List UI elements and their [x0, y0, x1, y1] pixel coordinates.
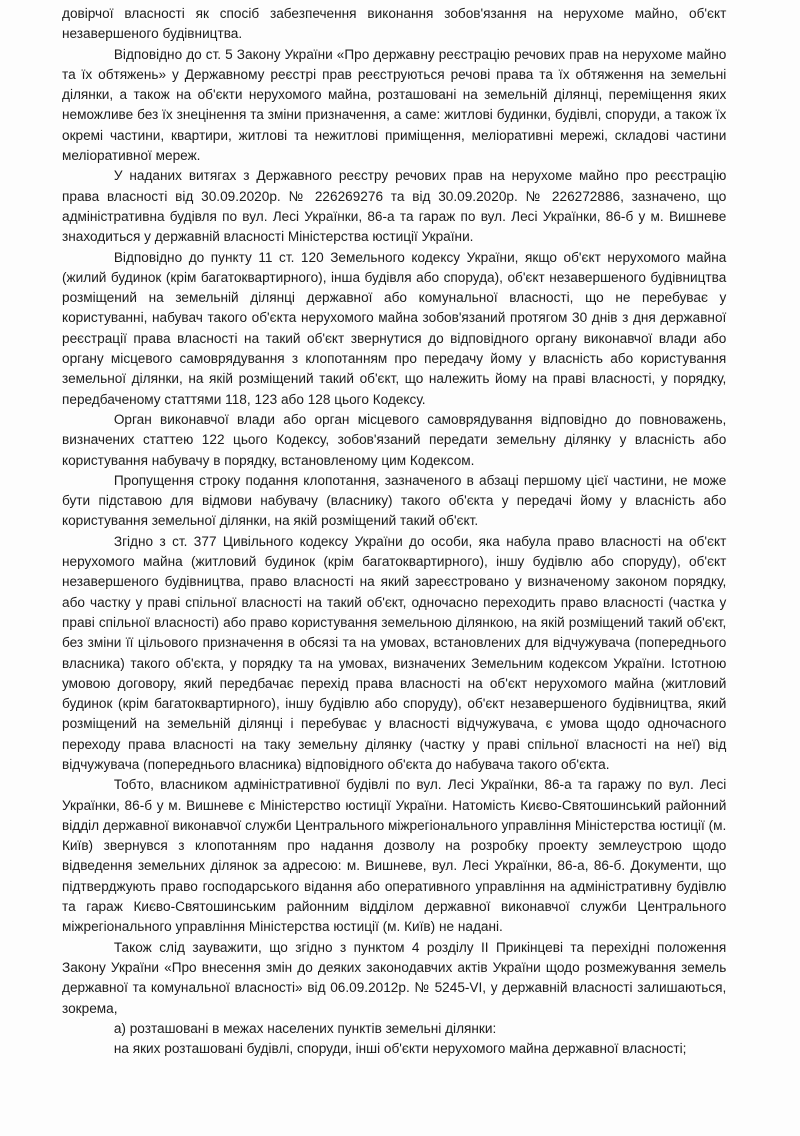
paragraph-land-code-art-120: Відповідно до пункту 11 ст. 120 Земельного кодексу України, якщо об'єкт нерухомого майна (жилий будинок (крім багатоквартирного), інша будівля або споруда), об'єкт незавершеного будівництва розміщений на земельній ділянці державної або комунальної власності, що не перебуває у користуванні, набувач такого об'єкта нерухомого майна зобов'язаний протягом 30 днів з дня державної реєстрації права власності на такий об'єкт звернутися до відповідного органу виконавчої влади або органу місцевого самоврядування з клопотанням про передачу йому у власність або користування земельної ділянки, на якій розміщений такий об'єкт, що належить йому на праві власності, у порядку, передбаченому статтями 118, 123 або 128 цього Кодексу. [62, 249, 727, 408]
document-page [62, 4, 726, 1059]
paragraph-missed-deadline: Пропущення строку подання клопотання, зазначеного в абзаці першому цієї частини, не може бути підставою для відмови набувачу (власнику) такого об'єкта у передачі йому у власність або користування земельної ділянки, на якій розміщений такий об'єкт. [62, 472, 727, 530]
paragraph-registry-extracts: У наданих витягах з Державного реєстру речових прав на нерухоме майно про реєстрацію права власності від 30.09.2020р. № 226269276 та від 30.09.2020р. № 226272886, зазначено, що адміністративна будівля по вул. Лесі Українки, 86-а та гараж по вул. Лесі Українки, 86-б у м. Вишневе знаходиться у державній власності Міністерства юстиції України. [62, 168, 727, 246]
paragraph-law-5245: Також слід зауважити, що згідно з пунктом 4 розділу ІІ Прикінцеві та перехідні положення Закону України «Про внесення змін до деяких законодавчих актів України щодо розмежування земель державної та комунальної власності» від 06.09.2012р. № 5245-VI, у державній власності залишаються, зокрема, [62, 939, 727, 1017]
paragraph-civil-code-art-377: Згідно з ст. 377 Цивільного кодексу України до особи, яка набула право власності на об'єкт нерухомого майна (житловий будинок (крім багатоквартирного), іншу будівлю або споруду), об'єкт незавершеного будівництва, право власності на який зареєстровано у визначеному законом порядку, або частку у праві спільної власності на такий об'єкт, одночасно переходить право власності (частка у праві спільної власності) або право користування земельною ділянкою, на якій розміщений такий об'єкт, без зміни її цільового призначення в обсязі та на умовах, встановлених для відчужувача (попереднього власника) такого об'єкта, у порядку та на умовах, визначених Земельним кодексом України. Істотною умовою договору, який передбачає перехід права власності на об'єкт нерухомого майна (житловий будинок (крім багатоквартирного), іншу будівлю або споруду), об'єкт незавершеного будівництва, який розміщений на земельній ділянці і перебуває у власності відчужувача, є умова щодо одночасного переходу права власності на таку земельну ділянку (частку у праві спільної власності на неї) від відчужувача (попереднього власника) відповідного об'єкта до набувача такого об'єкта. [62, 533, 727, 773]
list-item-a: а) розташовані в межах населених пунктів земельні ділянки: [113, 1020, 497, 1037]
paragraph-owner-conclusion: Тобто, власником адміністративної будівлі по вул. Лесі Українки, 86-а та гаражу по вул. Лесі Українки, 86-б у м. Вишневе є Міністерство юстиції України. Натомість Києво-Святошинський районний відділ державної виконавчої служби Центрального міжрегіонального управління Міністерства юстиції (м. Київ) звернувся з клопотанням про надання дозволу на розробку проекту землеустрою щодо відведення земельних ділянок за адресою: м. Вишневе, вул. Лесі Українки, 86-а, 86-б. Документи, що підтверджують право господарського відання або оперативного управління на адміністративну будівлю та гараж Києво-Святошинським районним відділом державної виконавчої служби Центрального міжрегіонального управління Міністерства юстиції (м. Київ) не надані. [62, 777, 727, 936]
list-item-a-sub: на яких розташовані будівлі, споруди, інші об'єкти нерухомого майна державної власності; [113, 1041, 687, 1058]
paragraph-executive-body: Орган виконавчої влади або орган місцевого самоврядування відповідно до повноважень, визначених статтею 122 цього Кодексу, зобов'язаний передати земельну ділянку у власність або користування набувачу в порядку, встановленому цим Кодексом. [62, 411, 727, 469]
paragraph-registry-law: Відповідно до ст. 5 Закону України «Про державну реєстрацію речових прав на нерухоме майно та їх обтяжень» у Державному реєстрі прав реєструються речові права та їх обтяження на земельні ділянки, а також на об'єкти нерухомого майна, розташовані на земельній ділянці, переміщення яких неможливе без їх знецінення та зміни призначення, а саме: житлові будинки, будівлі, споруди, а також їх окремі частини, квартири, житлові та нежитлові приміщення, меліоративні мережі, складові частини меліоративної мереж. [62, 46, 727, 165]
paragraph-continuation: довірчої власності як спосіб забезпечення виконання зобов'язання на нерухоме майно, об'єкт незавершеного будівництва. [62, 6, 727, 43]
